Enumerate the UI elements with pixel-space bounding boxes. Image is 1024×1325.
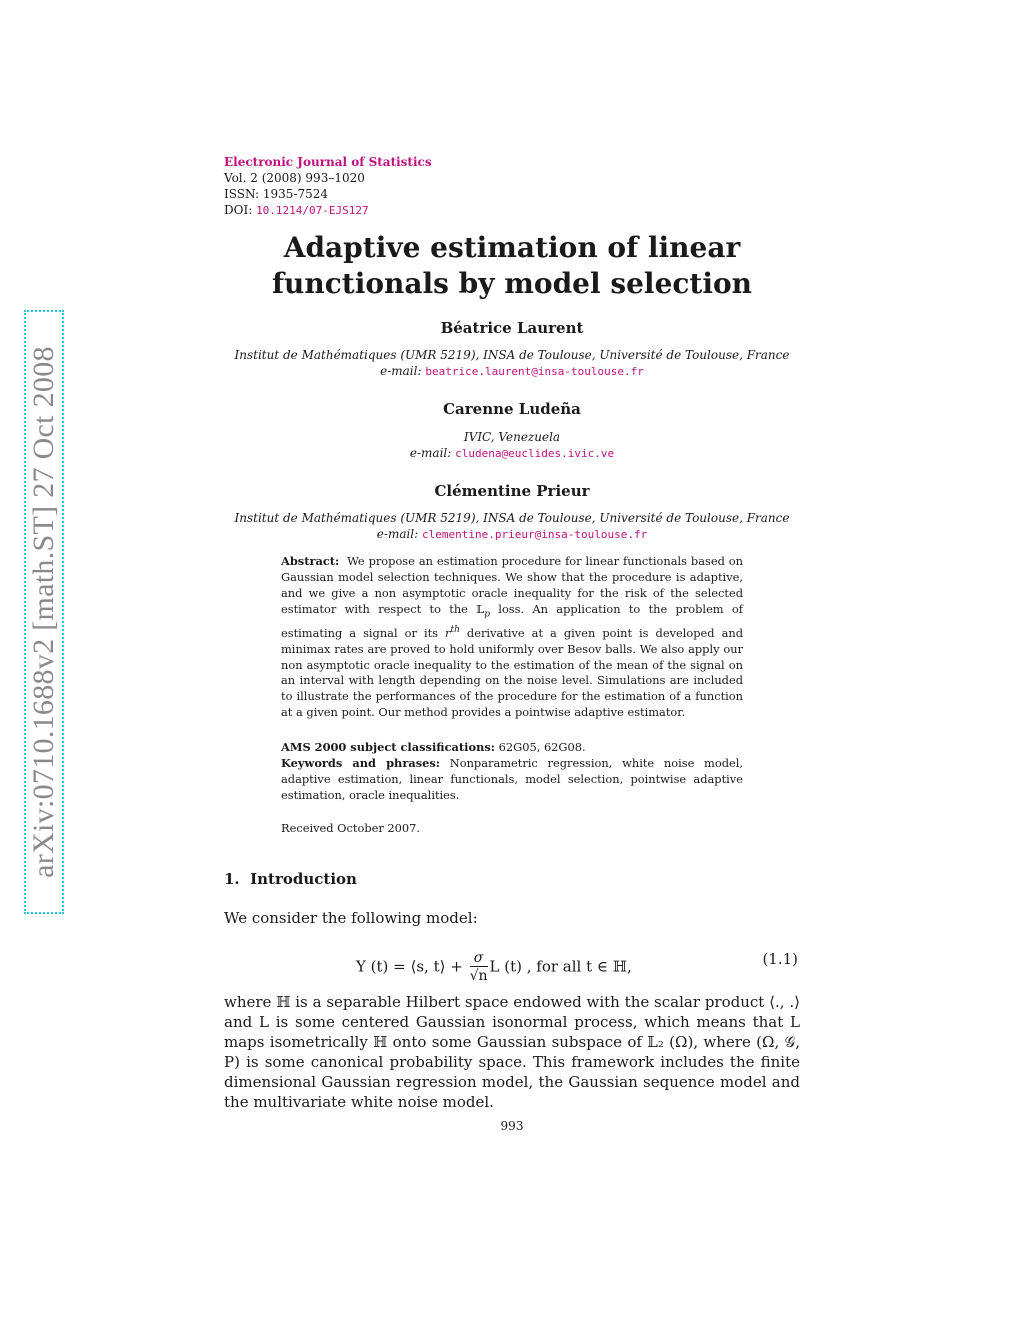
ams-classification <box>281 740 743 756</box>
arxiv-identifier: arXiv:0710.1688v2 [math.ST] 27 Oct 2008 <box>27 346 60 878</box>
author-email-link[interactable]: clementine.prieur@insa-toulouse.fr <box>422 528 648 541</box>
lp-subscript: p <box>484 609 490 619</box>
classification-block <box>281 740 743 804</box>
ams-label: AMS 2000 subject classifications: <box>281 740 495 754</box>
journal-volume: Vol. 2 (2008) 993–1020 <box>224 171 365 185</box>
section-title: Introduction <box>250 870 357 888</box>
abstract-text-3: derivative at a given point is developed and minimax rates are proved to hold uniformly over Besov balls. We also apply our non asymptotic oracle inequality to the estimation of the mean of the signal on an interval with length depending on the noise level. Simulations are included to illustrate the performances of the procedure for the estimation of a function at a given point. Our method provides a pointwise adaptive estimator. <box>281 625 744 720</box>
th-superscript: th <box>450 624 460 635</box>
abstract <box>281 554 743 721</box>
equation-number: (1.1) <box>762 950 798 968</box>
email-label: e-mail: <box>380 364 422 378</box>
author-name: Carenne Ludeña <box>443 400 581 418</box>
equation-fraction <box>470 950 488 985</box>
author-affiliation <box>224 429 800 462</box>
abstract-text-2: loss. An application to the problem of estimating a signal or its <box>281 601 743 640</box>
author-email-line <box>224 445 800 462</box>
author-email-line <box>224 363 800 380</box>
section-number: 1. <box>224 870 240 888</box>
arxiv-side-stamp <box>24 310 64 914</box>
equation-rhs: L (t) , for all t ∈ ℍ, <box>489 957 632 976</box>
affiliation-text: Institut de Mathématiques (UMR 5219), INSA de Toulouse, Université de Toulouse, France <box>234 348 790 362</box>
page-number: 993 <box>500 1119 524 1133</box>
author-email-line <box>224 526 800 543</box>
journal-doi <box>224 202 432 219</box>
email-label: e-mail: <box>409 446 452 460</box>
equation-lhs: Y (t) = ⟨s, t⟩ + <box>356 957 468 976</box>
received-date: Received October 2007. <box>281 821 421 835</box>
affiliation-text: Institut de Mathématiques (UMR 5219), INSA de Toulouse, Université de Toulouse, France <box>234 511 790 525</box>
doi-link[interactable]: 10.1214/07-EJS127 <box>256 204 369 217</box>
intro-sentence: We consider the following model: <box>224 909 478 927</box>
author-affiliation <box>224 347 800 380</box>
author-name: Béatrice Laurent <box>440 319 584 337</box>
journal-issn: ISSN: 1935-7524 <box>224 187 329 201</box>
fraction-denominator: √n <box>469 968 488 984</box>
body-paragraph: where ℍ is a separable Hilbert space endowed with the scalar product ⟨., .⟩ and L is some centered Gaussian isonormal process, which means that L maps isometrically ℍ onto some Gaussian subspace of 𝕃₂ (Ω), where (Ω, 𝒢, P) is some canonical probability space. This framework includes the finite dimensional Gaussian regression model, the Gaussian sequence model and the multivariate white noise model. <box>224 993 800 1111</box>
lp-symbol: 𝕃 <box>476 601 485 616</box>
email-label: e-mail: <box>376 527 419 541</box>
author-email-link[interactable]: cludena@euclides.ivic.ve <box>455 447 615 460</box>
title-line-1: Adaptive estimation of linear <box>283 231 741 264</box>
abstract-label: Abstract: <box>281 554 340 568</box>
doi-label: DOI: <box>224 203 257 217</box>
abstract-text-1: We propose an estimation procedure for linear functionals based on Gaussian model selection techniques. We show that the procedure is adaptive, and we give a non asymptotic oracle inequality for the risk of the selected estimator with respect to the <box>281 554 743 616</box>
ams-value: 62G05, 62G08. <box>498 740 586 754</box>
affiliation-text: IVIC, Venezuela <box>463 430 561 444</box>
paper-title <box>212 230 812 302</box>
journal-name-link[interactable]: Electronic Journal of Statistics <box>224 155 432 169</box>
equation-1-1 <box>224 938 800 982</box>
equation-body <box>356 950 632 985</box>
keywords-value: Nonparametric regression, white noise model, adaptive estimation, linear functionals, model selection, pointwise adaptive estimation, oracle inequalities. <box>281 755 744 802</box>
keywords-label: Keywords and phrases: <box>281 755 440 770</box>
fraction-numerator: σ <box>470 950 488 967</box>
journal-header <box>224 154 432 219</box>
section-heading <box>224 870 357 888</box>
author-affiliation <box>224 510 800 543</box>
r-symbol: r <box>445 625 451 640</box>
author-name: Clémentine Prieur <box>434 482 590 500</box>
author-email-link[interactable]: beatrice.laurent@insa-toulouse.fr <box>425 365 644 378</box>
title-line-2: functionals by model selection <box>271 267 753 300</box>
keywords <box>281 756 743 804</box>
